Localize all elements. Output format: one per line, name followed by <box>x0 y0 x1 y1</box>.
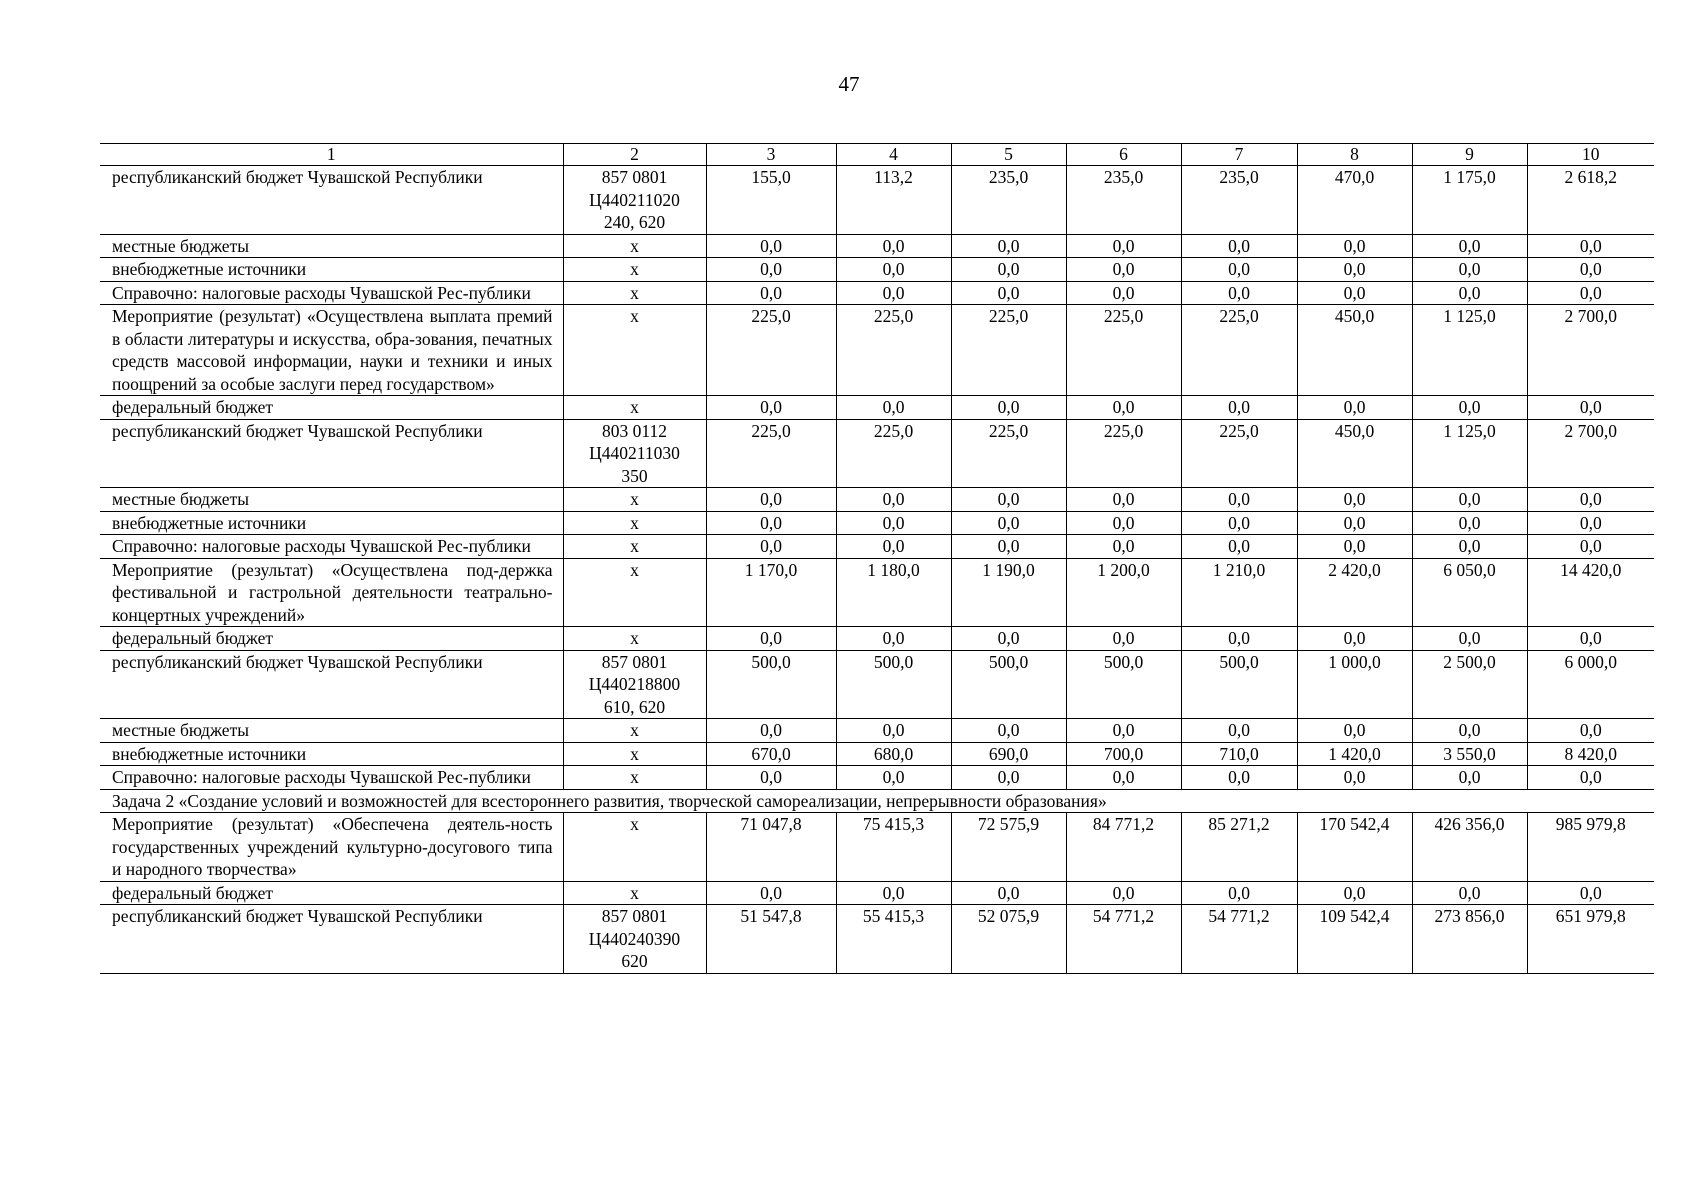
value-cell: 0,0 <box>1297 766 1412 790</box>
budget-code: х <box>563 396 706 420</box>
value-cell: 1 125,0 <box>1412 305 1527 396</box>
row-name: республиканский бюджет Чувашской Республики <box>100 650 563 719</box>
value-cell: 109 542,4 <box>1297 905 1412 974</box>
budget-code: 857 0801 Ц440240390 620 <box>563 905 706 974</box>
value-cell: 0,0 <box>1297 281 1412 305</box>
value-cell: 500,0 <box>1066 650 1181 719</box>
value-cell: 0,0 <box>836 258 951 282</box>
value-cell: 0,0 <box>1527 488 1654 512</box>
value-cell: 0,0 <box>1527 766 1654 790</box>
value-cell: 651 979,8 <box>1527 905 1654 974</box>
value-cell: 0,0 <box>1527 719 1654 743</box>
value-cell: 0,0 <box>1181 511 1297 535</box>
value-cell: 985 979,8 <box>1527 813 1654 882</box>
table-row <box>100 535 1654 559</box>
value-cell: 0,0 <box>1412 234 1527 258</box>
value-cell: 0,0 <box>1066 627 1181 651</box>
task-row <box>100 789 1654 813</box>
value-cell: 113,2 <box>836 166 951 235</box>
value-cell: 225,0 <box>706 305 836 396</box>
table-row <box>100 305 1654 396</box>
value-cell: 225,0 <box>706 419 836 488</box>
value-cell: 3 550,0 <box>1412 742 1527 766</box>
value-cell: 1 200,0 <box>1066 558 1181 627</box>
table-row <box>100 488 1654 512</box>
value-cell: 710,0 <box>1181 742 1297 766</box>
table-row <box>100 258 1654 282</box>
row-name: Мероприятие (результат) «Обеспечена деятель-ность государственных учреждений культурно-досугового типа и народного творчества» <box>100 813 563 882</box>
value-cell: 225,0 <box>836 305 951 396</box>
value-cell: 0,0 <box>836 511 951 535</box>
value-cell: 0,0 <box>1297 535 1412 559</box>
value-cell: 0,0 <box>836 766 951 790</box>
value-cell: 0,0 <box>1181 488 1297 512</box>
value-cell: 0,0 <box>951 766 1066 790</box>
value-cell: 0,0 <box>836 881 951 905</box>
value-cell: 0,0 <box>1412 281 1527 305</box>
value-cell: 6 000,0 <box>1527 650 1654 719</box>
value-cell: 690,0 <box>951 742 1066 766</box>
value-cell: 450,0 <box>1297 419 1412 488</box>
value-cell: 225,0 <box>836 419 951 488</box>
value-cell: 0,0 <box>1412 258 1527 282</box>
value-cell: 52 075,9 <box>951 905 1066 974</box>
row-name: республиканский бюджет Чувашской Республики <box>100 419 563 488</box>
row-name: республиканский бюджет Чувашской Республики <box>100 166 563 235</box>
value-cell: 0,0 <box>1412 766 1527 790</box>
column-header: 7 <box>1181 144 1297 166</box>
value-cell: 1 420,0 <box>1297 742 1412 766</box>
page-number: 47 <box>838 72 860 96</box>
row-name: местные бюджеты <box>100 488 563 512</box>
value-cell: 0,0 <box>1527 396 1654 420</box>
value-cell: 0,0 <box>706 511 836 535</box>
value-cell: 500,0 <box>951 650 1066 719</box>
value-cell: 0,0 <box>1412 719 1527 743</box>
value-cell: 0,0 <box>1527 234 1654 258</box>
value-cell: 0,0 <box>1527 258 1654 282</box>
value-cell: 235,0 <box>1066 166 1181 235</box>
value-cell: 0,0 <box>706 627 836 651</box>
value-cell: 0,0 <box>951 881 1066 905</box>
value-cell: 1 170,0 <box>706 558 836 627</box>
budget-code: х <box>563 558 706 627</box>
value-cell: 0,0 <box>1066 535 1181 559</box>
budget-code: 803 0112 Ц440211030 350 <box>563 419 706 488</box>
column-header: 2 <box>563 144 706 166</box>
value-cell: 0,0 <box>1066 488 1181 512</box>
row-name: федеральный бюджет <box>100 396 563 420</box>
row-name: федеральный бюджет <box>100 627 563 651</box>
value-cell: 235,0 <box>951 166 1066 235</box>
value-cell: 0,0 <box>836 719 951 743</box>
value-cell: 225,0 <box>951 419 1066 488</box>
value-cell: 225,0 <box>1066 419 1181 488</box>
value-cell: 54 771,2 <box>1066 905 1181 974</box>
value-cell: 0,0 <box>1527 511 1654 535</box>
value-cell: 225,0 <box>1066 305 1181 396</box>
value-cell: 0,0 <box>706 234 836 258</box>
column-number-row <box>100 144 1654 166</box>
value-cell: 0,0 <box>1412 511 1527 535</box>
value-cell: 51 547,8 <box>706 905 836 974</box>
row-name: федеральный бюджет <box>100 881 563 905</box>
value-cell: 14 420,0 <box>1527 558 1654 627</box>
value-cell: 0,0 <box>836 281 951 305</box>
value-cell: 1 000,0 <box>1297 650 1412 719</box>
value-cell: 85 271,2 <box>1181 813 1297 882</box>
value-cell: 1 180,0 <box>836 558 951 627</box>
table-row <box>100 511 1654 535</box>
table-row <box>100 627 1654 651</box>
value-cell: 0,0 <box>706 881 836 905</box>
value-cell: 0,0 <box>1181 627 1297 651</box>
value-cell: 0,0 <box>706 535 836 559</box>
value-cell: 0,0 <box>1181 719 1297 743</box>
value-cell: 0,0 <box>951 234 1066 258</box>
value-cell: 0,0 <box>1412 881 1527 905</box>
value-cell: 450,0 <box>1297 305 1412 396</box>
value-cell: 0,0 <box>1527 281 1654 305</box>
value-cell: 0,0 <box>706 396 836 420</box>
value-cell: 0,0 <box>1066 511 1181 535</box>
table-row <box>100 742 1654 766</box>
budget-code: х <box>563 234 706 258</box>
budget-code: х <box>563 766 706 790</box>
value-cell: 225,0 <box>1181 305 1297 396</box>
value-cell: 54 771,2 <box>1181 905 1297 974</box>
row-name: местные бюджеты <box>100 234 563 258</box>
value-cell: 71 047,8 <box>706 813 836 882</box>
value-cell: 0,0 <box>1297 511 1412 535</box>
value-cell: 0,0 <box>1181 281 1297 305</box>
row-name: внебюджетные источники <box>100 511 563 535</box>
value-cell: 0,0 <box>836 396 951 420</box>
row-name: республиканский бюджет Чувашской Республики <box>100 905 563 974</box>
value-cell: 1 190,0 <box>951 558 1066 627</box>
value-cell: 2 700,0 <box>1527 305 1654 396</box>
value-cell: 2 700,0 <box>1527 419 1654 488</box>
budget-code: х <box>563 535 706 559</box>
value-cell: 235,0 <box>1181 166 1297 235</box>
value-cell: 700,0 <box>1066 742 1181 766</box>
value-cell: 0,0 <box>951 258 1066 282</box>
table-row <box>100 166 1654 235</box>
value-cell: 0,0 <box>1181 535 1297 559</box>
value-cell: 500,0 <box>706 650 836 719</box>
value-cell: 0,0 <box>706 258 836 282</box>
value-cell: 0,0 <box>1181 396 1297 420</box>
row-name: внебюджетные источники <box>100 742 563 766</box>
value-cell: 6 050,0 <box>1412 558 1527 627</box>
budget-code: х <box>563 258 706 282</box>
value-cell: 55 415,3 <box>836 905 951 974</box>
value-cell: 2 420,0 <box>1297 558 1412 627</box>
budget-code: х <box>563 305 706 396</box>
value-cell: 0,0 <box>1181 258 1297 282</box>
value-cell: 680,0 <box>836 742 951 766</box>
value-cell: 75 415,3 <box>836 813 951 882</box>
task-title: Задача 2 «Создание условий и возможностей для всестороннего развития, творческой самореализации, непрерывности образования» <box>100 789 1654 813</box>
budget-code: 857 0801 Ц440211020 240, 620 <box>563 166 706 235</box>
value-cell: 0,0 <box>951 719 1066 743</box>
value-cell: 0,0 <box>1297 881 1412 905</box>
table-row <box>100 719 1654 743</box>
value-cell: 170 542,4 <box>1297 813 1412 882</box>
value-cell: 2 618,2 <box>1527 166 1654 235</box>
value-cell: 670,0 <box>706 742 836 766</box>
table-row <box>100 905 1654 974</box>
row-name: внебюджетные источники <box>100 258 563 282</box>
column-header: 8 <box>1297 144 1412 166</box>
value-cell: 0,0 <box>1181 766 1297 790</box>
budget-code: х <box>563 742 706 766</box>
value-cell: 8 420,0 <box>1527 742 1654 766</box>
value-cell: 0,0 <box>951 281 1066 305</box>
budget-code: х <box>563 281 706 305</box>
value-cell: 155,0 <box>706 166 836 235</box>
value-cell: 0,0 <box>1066 766 1181 790</box>
value-cell: 273 856,0 <box>1412 905 1527 974</box>
budget-code: х <box>563 881 706 905</box>
value-cell: 0,0 <box>1412 627 1527 651</box>
table-row <box>100 766 1654 790</box>
column-header: 9 <box>1412 144 1527 166</box>
column-header: 5 <box>951 144 1066 166</box>
budget-code: х <box>563 719 706 743</box>
value-cell: 0,0 <box>1181 881 1297 905</box>
value-cell: 0,0 <box>706 766 836 790</box>
row-name: Мероприятие (результат) «Осуществлена под-держка фестивальной и гастрольной деятельности театрально-концертных учреждений» <box>100 558 563 627</box>
value-cell: 0,0 <box>1412 488 1527 512</box>
value-cell: 0,0 <box>706 281 836 305</box>
value-cell: 72 575,9 <box>951 813 1066 882</box>
value-cell: 0,0 <box>1066 396 1181 420</box>
value-cell: 0,0 <box>1527 627 1654 651</box>
value-cell: 0,0 <box>836 627 951 651</box>
table-row <box>100 650 1654 719</box>
value-cell: 0,0 <box>1412 535 1527 559</box>
row-name: Справочно: налоговые расходы Чувашской Рес-публики <box>100 766 563 790</box>
value-cell: 1 210,0 <box>1181 558 1297 627</box>
budget-code: х <box>563 813 706 882</box>
value-cell: 0,0 <box>1297 719 1412 743</box>
value-cell: 0,0 <box>1066 881 1181 905</box>
value-cell: 0,0 <box>1297 258 1412 282</box>
value-cell: 0,0 <box>951 396 1066 420</box>
budget-code: х <box>563 511 706 535</box>
value-cell: 0,0 <box>1527 535 1654 559</box>
value-cell: 0,0 <box>951 535 1066 559</box>
row-name: Справочно: налоговые расходы Чувашской Рес-публики <box>100 281 563 305</box>
value-cell: 0,0 <box>1066 234 1181 258</box>
table-row <box>100 813 1654 882</box>
value-cell: 0,0 <box>1412 396 1527 420</box>
value-cell: 0,0 <box>706 488 836 512</box>
value-cell: 2 500,0 <box>1412 650 1527 719</box>
row-name: Мероприятие (результат) «Осуществлена выплата премий в области литературы и искусства, обра-зования, печатных средств массовой информации, науки и техники и иных поощрений за особые заслуги перед государством» <box>100 305 563 396</box>
value-cell: 84 771,2 <box>1066 813 1181 882</box>
table-row <box>100 396 1654 420</box>
value-cell: 0,0 <box>1527 881 1654 905</box>
value-cell: 500,0 <box>836 650 951 719</box>
value-cell: 0,0 <box>836 535 951 559</box>
value-cell: 0,0 <box>1297 627 1412 651</box>
row-name: Справочно: налоговые расходы Чувашской Рес-публики <box>100 535 563 559</box>
value-cell: 0,0 <box>1066 719 1181 743</box>
value-cell: 1 125,0 <box>1412 419 1527 488</box>
column-header: 6 <box>1066 144 1181 166</box>
budget-code: х <box>563 627 706 651</box>
value-cell: 225,0 <box>951 305 1066 396</box>
value-cell: 0,0 <box>951 488 1066 512</box>
budget-code: х <box>563 488 706 512</box>
value-cell: 1 175,0 <box>1412 166 1527 235</box>
budget-code: 857 0801 Ц440218800 610, 620 <box>563 650 706 719</box>
table-row <box>100 281 1654 305</box>
value-cell: 0,0 <box>1066 258 1181 282</box>
column-header: 3 <box>706 144 836 166</box>
value-cell: 426 356,0 <box>1412 813 1527 882</box>
table-row <box>100 558 1654 627</box>
value-cell: 0,0 <box>836 234 951 258</box>
value-cell: 0,0 <box>1066 281 1181 305</box>
value-cell: 0,0 <box>836 488 951 512</box>
value-cell: 0,0 <box>706 719 836 743</box>
table-row <box>100 419 1654 488</box>
value-cell: 0,0 <box>1297 234 1412 258</box>
value-cell: 0,0 <box>1297 488 1412 512</box>
table-row <box>100 881 1654 905</box>
column-header: 1 <box>100 144 563 166</box>
value-cell: 0,0 <box>951 511 1066 535</box>
value-cell: 0,0 <box>1297 396 1412 420</box>
row-name: местные бюджеты <box>100 719 563 743</box>
value-cell: 0,0 <box>1181 234 1297 258</box>
budget-table <box>100 143 1654 974</box>
column-header: 10 <box>1527 144 1654 166</box>
value-cell: 470,0 <box>1297 166 1412 235</box>
value-cell: 225,0 <box>1181 419 1297 488</box>
value-cell: 0,0 <box>951 627 1066 651</box>
table-row <box>100 234 1654 258</box>
column-header: 4 <box>836 144 951 166</box>
value-cell: 500,0 <box>1181 650 1297 719</box>
